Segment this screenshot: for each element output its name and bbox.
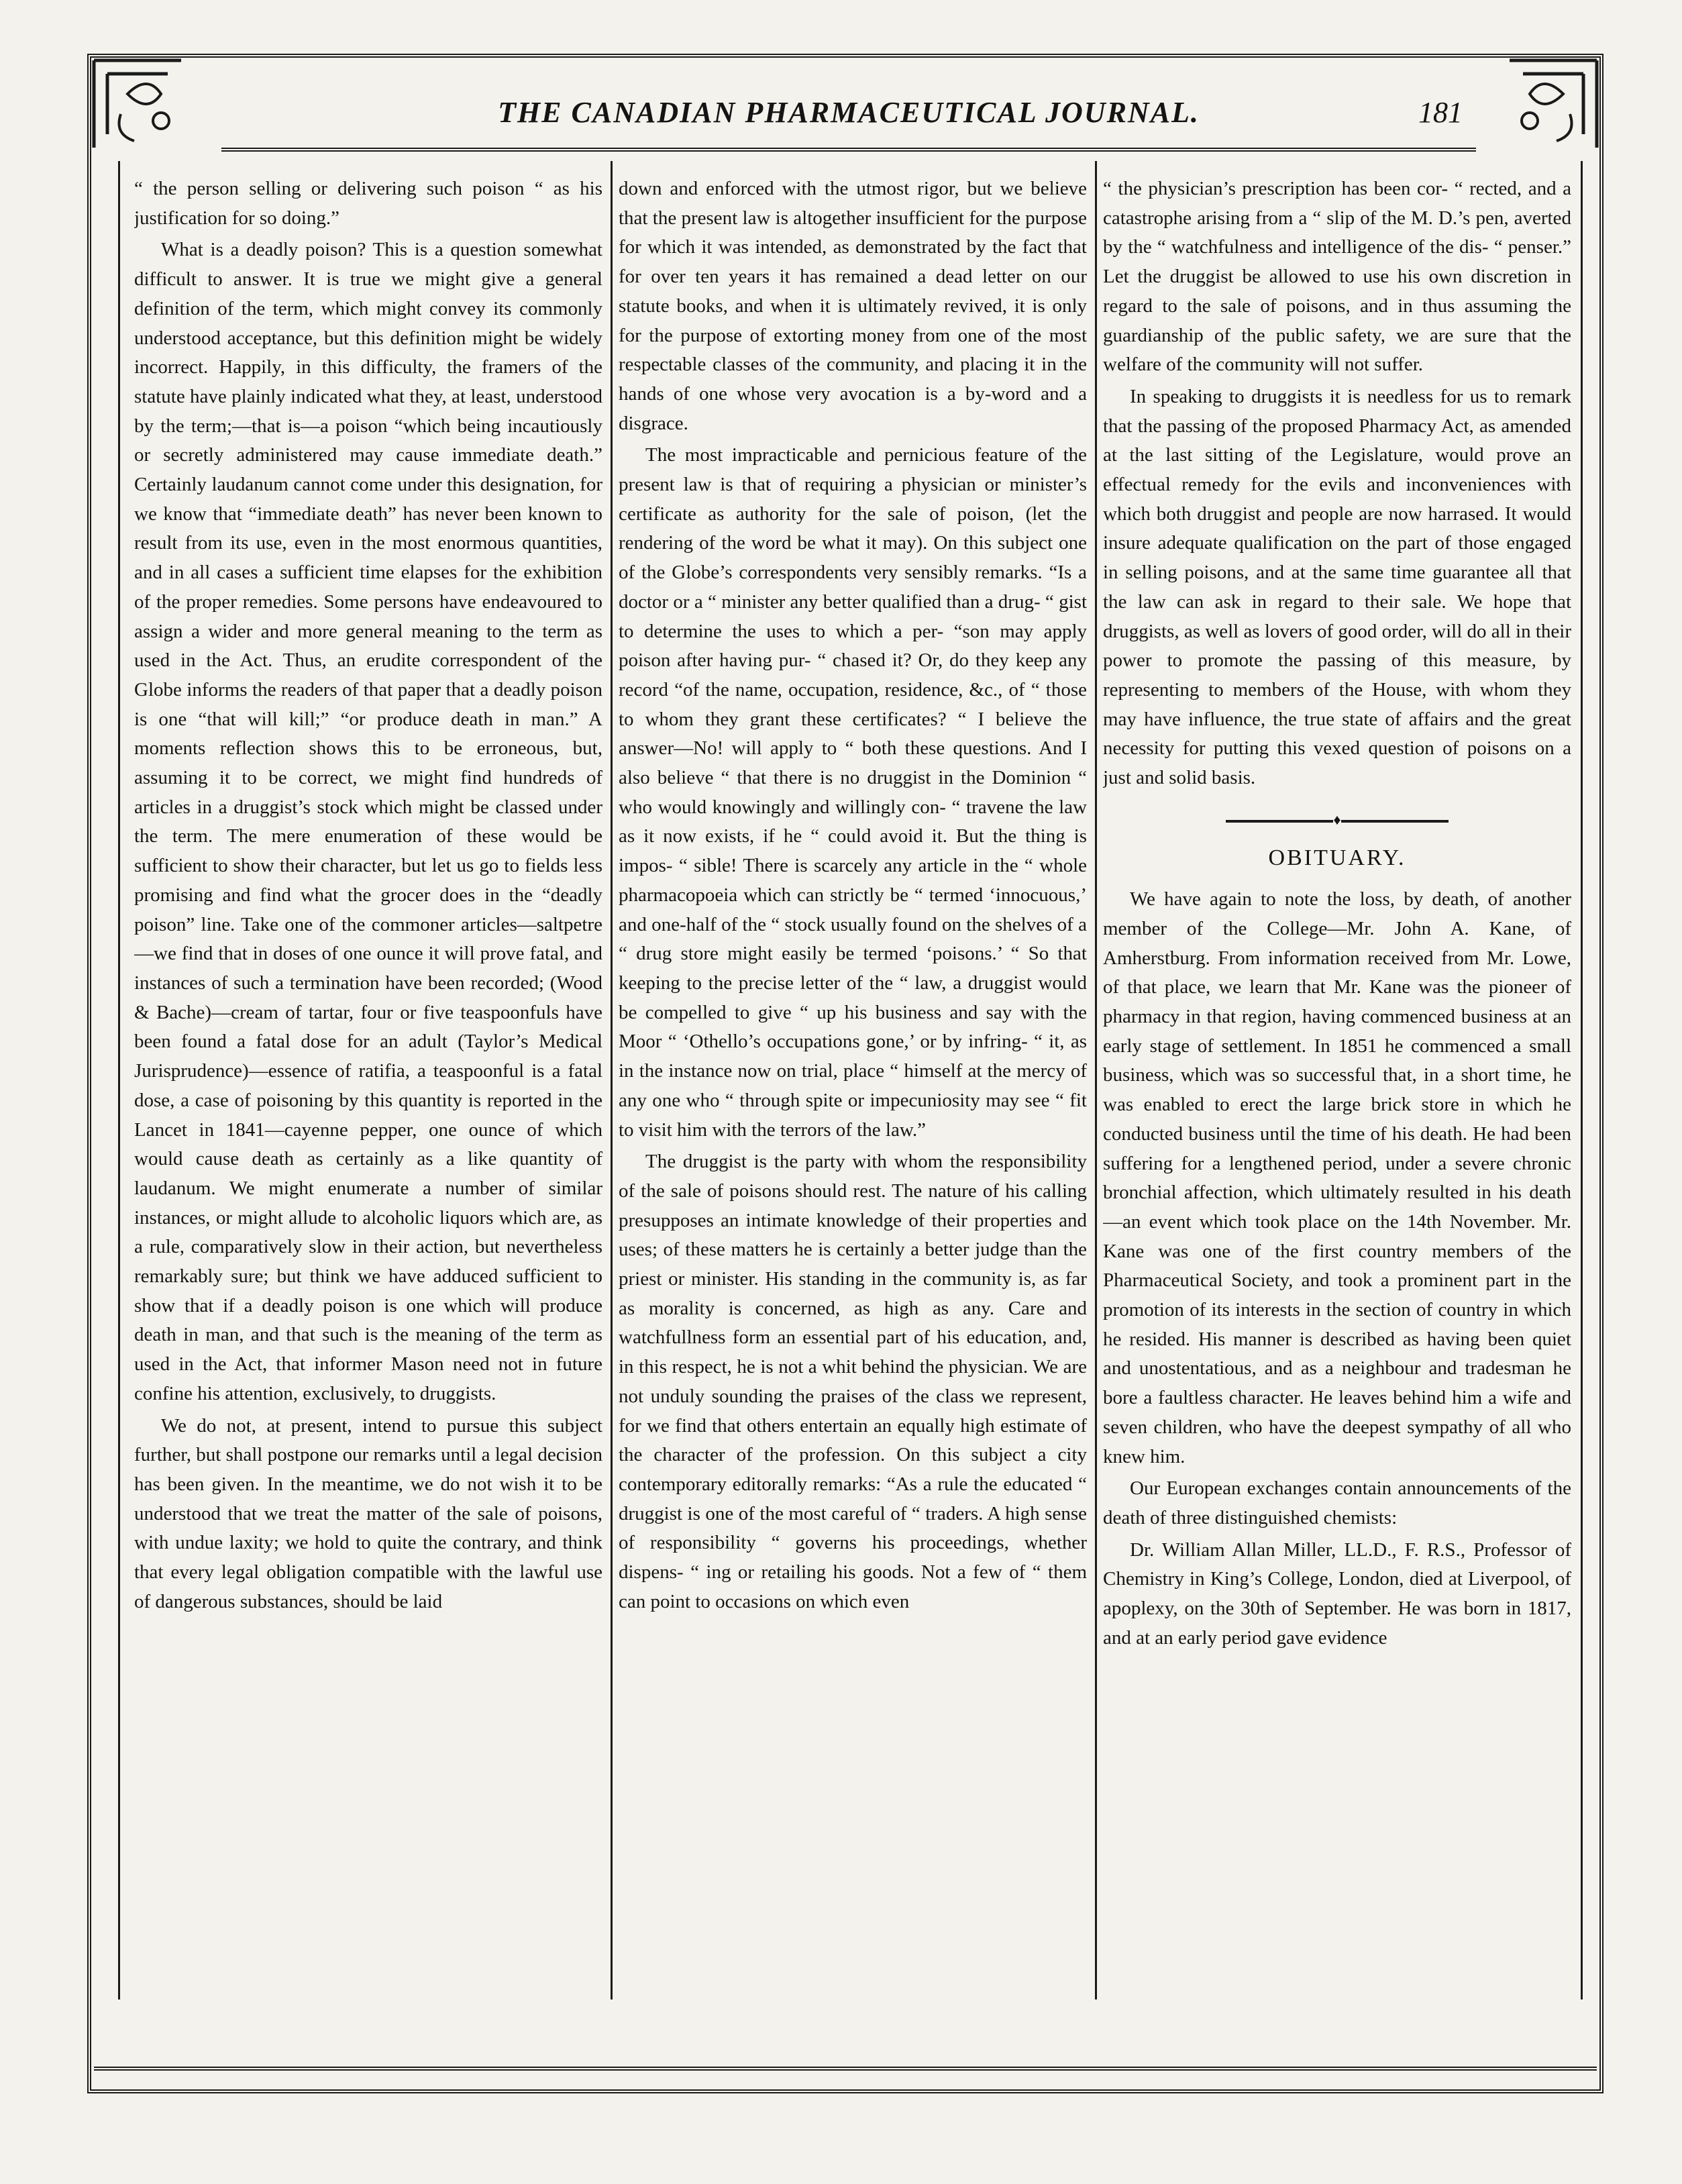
column-rule-right [1581, 161, 1583, 1999]
paragraph: What is a deadly poison? This is a question somewhat difficult to answer. It is true we might give a general definition of the term, which might convey its commonly understood acceptance, but this definition might be widely incorrect. Happily, in this difficulty, the framers of the statute have plainly indicated what they, at least, understood by the term;—that is—a poison “which being incautiously or secretly administered may cause immediate death.” Certainly laudanum cannot come under this designation, for we know that “immediate death” has never been known to result from its use, even in the most enormous quantities, and in all cases a sufficient time elapses for the exhibition of the proper remedies. Some persons have endeavoured to assign a wider and more general meaning to the term as used in the Act. Thus, an erudite correspondent of the Globe informs the readers of that paper that a deadly poison is one “that will kill;” “or produce death in man.” A moments reflection shows this to be erroneous, but, assuming it to be correct, we might find hundreds of articles in a druggist’s stock which might be classed under the term. The mere enumeration of these would be sufficient to show their character, but let us go to fields less promising and find what the grocer does in the “deadly poison” line. Take one of the commoner articles—saltpetre—we find that in doses of one ounce it will prove fatal, and instances of such a termination have been recorded; (Wood & Bache)—cream of tartar, four or five teaspoonfuls have been found a fatal dose for an adult (Taylor’s Medical Jurisprudence)—essence of ratifia, a teaspoonful is a fatal dose, a case of poisoning by this quantity is reported in the Lancet in 1841—cayenne pepper, one ounce of which would cause death as certainly as a like quantity of laudanum. We might enumerate a number of similar instances, or might allude to alcoholic liquors which are, as a rule, comparatively slow in their action, but nevertheless remarkably sure; but think we have adduced sufficient to show that if a deadly poison is one which will produce death in man, and that such is the meaning of the term as used in the Act, that informer Mason need not in future confine his attention, exclusively, to druggists. [134, 239, 602, 1404]
section-divider: ♦ [1103, 805, 1571, 835]
column-rule-1 [611, 161, 613, 1999]
text-column-1 [134, 174, 602, 1979]
paragraph: The druggist is the party with whom the responsibility of the sale of poisons should rest. The nature of his calling presupposes an intimate knowledge of their properties and uses; of these matters he is certainly a better judge than the priest or minister. His standing in the community is, as far as morality is concerned, as high as any. Care and watchfullness form an essential part of his education, and, in this respect, he is not a whit behind the physician. We are not unduly sounding the praises of the class we represent, for we find that others entertain an equally high estimate of the character of the profession. On this subject a city contemporary editorally remarks: “As a rule the educated “ druggist is one of the most careful of “ traders. A high sense of responsibility “ governs his proceedings, whether dispens- “ ing or retailing his goods. Not a few of “ them can point to occasions on which even [619, 1151, 1087, 1612]
column-rule-2 [1095, 161, 1097, 1999]
paragraph: In speaking to druggists it is needless for us to remark that the passing of the proposed Pharmacy Act, as amended at the last sitting of the Legislature, would prove an effectual remedy for the evils and inconveniences with which both druggist and people are now harrased. It would insure adequate qualification on the part of those engaged in selling poisons, and at the same time guarantee all that the law can ask in regard to their sale. We hope that druggists, as well as lovers of good order, will do all in their power to promote the passing of this measure, by representing to members of the House, with whom they may have influence, the true state of affairs and the great necessity for putting this vexed question of poisons on a just and solid basis. [1103, 385, 1571, 789]
ornament-top-left-icon [87, 54, 188, 154]
page-header [221, 74, 1476, 152]
paragraph: We do not, at present, intend to pursue this subject further, but shall postpone our remarks until a legal decision has been given. In the meantime, we do not wish it to be understood that we treat the matter of the sale of poisons, with undue laxity; we hold to quite the contrary, and think that every legal obligation compatible with the lawful use of dangerous substances, should be laid [134, 1414, 602, 1612]
running-title: THE CANADIAN PHARMACEUTICAL JOURNAL. [498, 96, 1200, 129]
paragraph: Dr. William Allan Miller, LL.D., F. R.S., Professor of Chemistry in King’s College, London, died at Liverpool, of apoplexy, on the 30th of September. He was born in 1817, and at an early period gave evidence [1103, 1539, 1571, 1649]
column-rule-left [118, 161, 120, 1999]
ornament-top-right-icon [1503, 54, 1604, 154]
text-column-2 [619, 174, 1087, 1979]
paragraph: “ the person selling or delivering such poison “ as his justification for so doing.” [134, 178, 602, 229]
paragraph: We have again to note the loss, by death, of another member of the College—Mr. John A. Kane, of Amherstburg. From information received from Mr. Lowe, of that place, we learn that Mr. Kane was the pioneer of pharmacy in that region, having commenced business at an early stage of settlement. In 1851 he commenced a small business, which was so successful that, in a short time, he was enabled to erect the large brick store in which he conducted business until the time of his death. He had been suffering for a lengthened period, under a severe chronic bronchial affection, which ultimately resulted in his death—an event which took place on the 14th November. Mr. Kane was one of the first country members of the Pharmaceutical Society, and took a prominent part in the promotion of its interests in the section of country in which he resided. His manner is described as having been quiet and unostentatious, and as a neighbour and tradesman he bore a faultless character. He leaves behind him a wife and seven children, who have the deepest sympathy of all who knew him. [1103, 888, 1571, 1467]
paragraph: Our European exchanges contain announcements of the death of three distinguished chemists: [1103, 1477, 1571, 1528]
page-number: 181 [1418, 96, 1463, 129]
text-column-3 [1103, 174, 1571, 1979]
bottom-border [94, 2067, 1597, 2071]
paragraph: down and enforced with the utmost rigor, but we believe that the present law is altogether insufficient for the purpose for which it was intended, as demonstrated by the fact that for over ten years it has remained a dead letter on our statute books, and when it is ultimately revived, it is only for the purpose of extorting money from one of the most respectable classes of the community, and placing it in the hands of one whose very avocation is a by-word and a disgrace. [619, 178, 1087, 434]
paragraph: “ the physician’s prescription has been cor- “ rected, and a catastrophe arising from a “ slip of the M. D.’s pen, averted by the “ watchfulness and intelligence of the dis- “ penser.” Let the druggist be allowed to use his own discretion in regard to the sale of poisons, and in thus assuming the guardianship of the public safety, we are sure that the welfare of the community will not suffer. [1103, 178, 1571, 376]
obituary-heading: OBITUARY. [1268, 845, 1406, 871]
paragraph: The most impracticable and pernicious feature of the present law is that of requiring a physician or minister’s certificate as authority for the sale of poison, (let the rendering of the word be what it may). On this subject one of the Globe’s correspondents very sensibly remarks. “Is a doctor or a “ minister any better qualified than a drug- “ gist to determine the uses to which a per- “son may apply poison after having pur- “ chased it? Or, do they keep any record “of the name, occupation, residence, &c., of “ those to whom they grant these certificates? “ I believe the answer—No! will apply to “ both these questions. And I also believe “ that there is no druggist in the Dominion “ who would knowingly and willingly con- “ travene the law as it now exists, if he “ could avoid it. But the thing is impos- “ sible! There is scarcely any article in the “ whole pharmacopoeia which can strictly be “ termed ‘innocuous,’ and one-half of the “ stock usually found on the shelves of a “ drug store might easily be termed ‘poisons.’ “ So that keeping to the precise letter of the “ law, a druggist would be compelled to give “ up his business and say with the Moor “ ‘Othello’s occupations gone,’ or by infring- “ it, as in the instance now on trial, place “ himself at the mercy of any one who “ through spite or impecuniosity may see “ fit to visit him with the terrors of the law.” [619, 444, 1087, 1141]
